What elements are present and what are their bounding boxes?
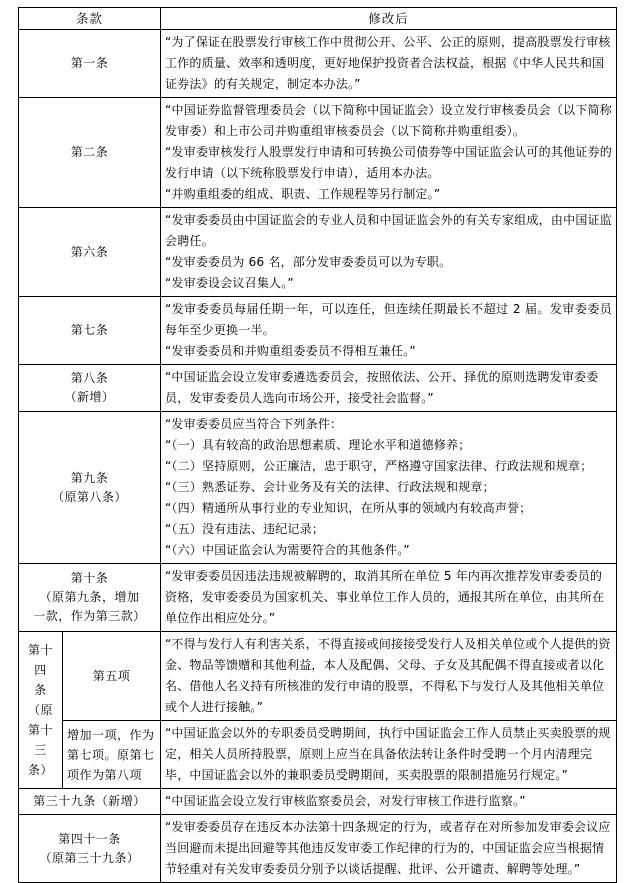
revised-text-cell [161,297,617,365]
clause-label-with-note [19,412,161,564]
paragraph: “为了保证在股票发行审核工作中贯彻公开、公平、公正的原则，提高股票发行审核工作的质量、效率和透明度，更好地保护投资者合法权益，根据《中华人民共和国证券法》的有关规定，制定本办法。” [165,35,611,91]
paragraph: “发审委委员每届任期一年，可以连任，但连续任期最长不超过 2 届。发审委委员每年至少更换一半。 [165,302,613,337]
clause-note: （原第八条） [52,489,128,504]
paragraph: “发审委委员由中国证监会的专业人员和中国证监会外的有关专家组成，由中国证监会聘任。 [165,213,613,248]
clause-label-with-note [19,564,161,632]
column-header-clause: 条款 [19,8,161,30]
clause-note-line-2: 一款，作为第三款） [33,609,146,623]
table-row [19,297,617,365]
table-row [19,632,617,721]
paragraph: “发审委委员存在违反本办法第十四条规定的行为，或者存在对所参加发审委会议应当回避而未提出回避等其他违反发审委工作纪律的行为的，中国证监会应当根据情节轻重对有关发审委委员分别予以谈话提醒、批评、公开谴责、解聘等处理。” [165,820,611,876]
table-row [19,721,617,789]
subclause-label: 增加一项，作为第七项。原第七项作为第八项 [63,721,161,789]
revised-text-cell [161,632,617,721]
clause-group-label [19,632,63,789]
clause-label: 第四十一条 [58,831,121,846]
clause-label-with-note [19,365,161,412]
subclause-label: 第五项 [63,632,161,721]
paragraph: “（二）坚持原则，公正廉洁，忠于职守，严格遵守国家法律、行政法规和规章； [165,459,593,473]
revised-text-cell [161,208,617,297]
table-row [19,208,617,297]
revised-text-cell [161,721,617,789]
paragraph: “不得与发行人有利害关系，不得直接或间接接受发行人及相关单位或个人提供的资金、物品等馈赠和其他利益，本人及配偶、父母、子女及其配偶不得直接或者以化名、借他人名义持有所核准的发行申请的股票，不得私下与发行人及其他相关单位或个人进行接触。” [165,637,611,714]
revised-text-cell [161,412,617,564]
paragraph: “（一）具有较高的政治思想素质、理论水平和道德修养； [165,438,471,452]
paragraph: “（四）精通所从事行业的专业知识，在所从事的领域内有较高声誉； [165,501,532,515]
clause-group-line: 条） [27,763,53,777]
table-row [19,564,617,632]
clause-label: 第十条 [70,571,109,585]
revised-text-cell [161,789,617,815]
clause-label: 第七条 [19,297,161,365]
paragraph: “发审委委员应当符合下列条件： [165,417,343,431]
table-header-row [19,8,617,30]
clause-label: 第六条 [19,208,161,297]
clause-note: （新增） [64,390,115,404]
paragraph: “发审委审核发行人股票发行申请和可转换公司债券等中国证监会认可的其他证券的发行申请（以下统称股票发行申请），适用本办法。 [165,145,613,180]
paragraph: “发审委委员和并购重组委委员不得相互兼任。” [165,344,416,358]
clause-label: 第三十九条（新增） [19,789,161,815]
paragraph: “中国证券监督管理委员会（以下简称中国证监会）设立发行审核委员会（以下简称发审委）和上市公司并购重组审核委员会（以下简称并购重组委）。 [165,103,613,138]
column-header-revised: 修改后 [161,8,617,30]
clause-label: 第八条 [70,371,109,385]
table-row [19,412,617,564]
clause-note: （原第三十九条） [39,850,140,865]
paragraph: “并购重组委的组成、职责、工作规程等另行制定。” [165,187,441,201]
table-row [19,789,617,815]
paragraph: “发审委委员为 66 名，部分发审委委员可以为专职。 [165,255,452,269]
table-row [19,815,617,883]
paragraph: “中国证监会设立发审委遴选委员会，按照依法、公开、择优的原则选聘发审委委员，发审委委员人选向市场公开，接受社会监督。” [165,370,599,405]
amendment-comparison-table [18,7,617,883]
clause-label: 第九条 [70,470,109,485]
clause-group-line: 第十三 [27,723,53,757]
revised-text-cell [161,365,617,412]
revised-text-cell [161,98,617,208]
clause-note-line-1: （原第九条，增加 [39,590,140,604]
revised-text-cell [161,815,617,883]
clause-group-line: 第十四 [27,643,53,677]
table-row [19,30,617,98]
paragraph: “（三）熟悉证券、会计业务及有关的法律、行政法规和规章； [165,480,495,494]
table-row [19,98,617,208]
paragraph: “（五）没有违法、违纪记录； [165,522,325,536]
paragraph: “中国证监会设立发行审核监察委员会，对发行审核工作进行监察。” [165,794,526,808]
paragraph: “中国证监会以外的专职委员受聘期间，执行中国证监会工作人员禁止买卖股票的规定，相关人员所持股票，原则上应当在具备依法转让条件时受聘一个月内清理完毕，中国证监会以外的兼职委员受聘期间，买卖股票的限制措施另行规定。” [165,726,611,782]
revised-text-cell [161,564,617,632]
clause-label: 第一条 [19,30,161,98]
paragraph: “（六）中国证监会认为需要符合的其他条件。” [165,543,410,557]
clause-label-with-note [19,815,161,883]
table-row [19,365,617,412]
clause-label: 第二条 [19,98,161,208]
revised-text-cell [161,30,617,98]
paragraph: “发审委设会议召集人。” [165,276,294,290]
clause-group-line: 条（原 [27,683,53,717]
paragraph: “发审委委员因违法违规被解聘的，取消其所在单位 5 年内再次推荐发审委委员的资格，发审委委员为国家机关、事业单位工作人员的，通报其所在单位，由其所在单位作出相应处分。” [165,569,605,625]
